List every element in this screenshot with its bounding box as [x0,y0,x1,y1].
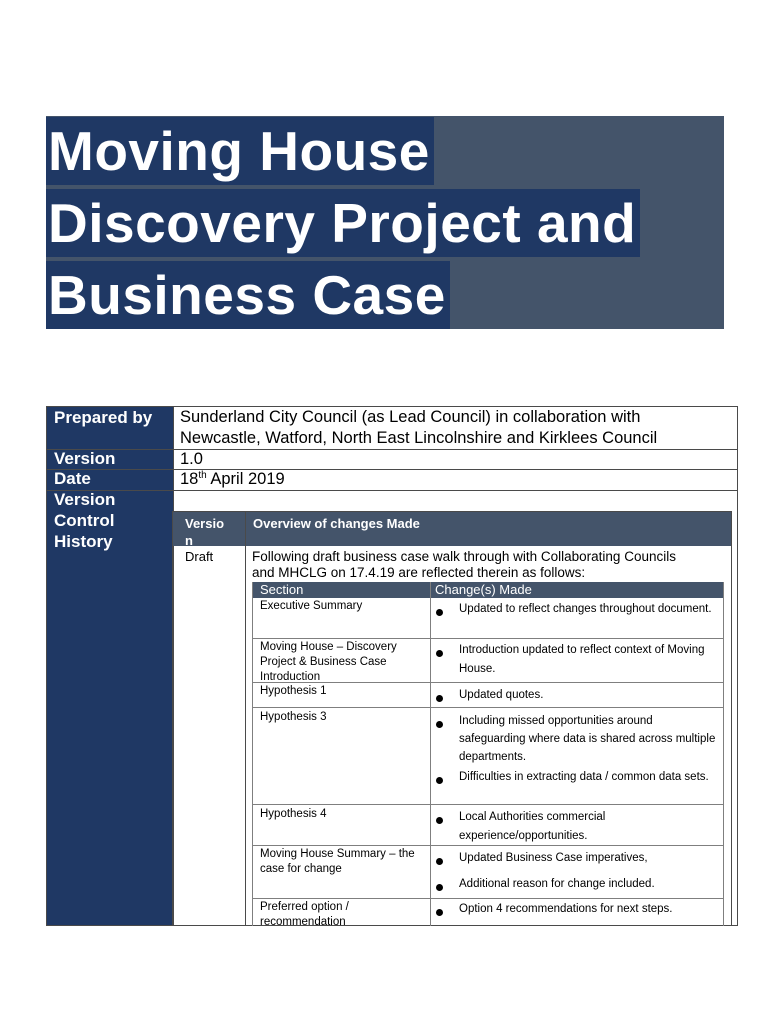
date-day: 18 [180,470,199,488]
change-cell: Introduction updated to reflect context of Moving House. [459,644,705,675]
overview-column-header: Overview of changes Made [253,516,420,531]
section-cell: Moving House – Discovery Project & Business Case Introduction [260,641,397,683]
prepared-by-value-line-1: Sunderland City Council (as Lead Council) in collaboration with [180,408,641,426]
section-cell: Moving House Summary – the case for change [260,848,415,875]
document-title-line-1: Moving House [46,117,434,185]
date-month-year: April 2019 [206,470,285,488]
version-control-table [172,511,732,928]
version-column-header: Versio n [185,516,225,548]
version-control-label-3: History [54,532,113,551]
version-label: Version [54,449,116,468]
version-control-label-2: Control [54,511,115,530]
section-cell: Preferred option / recommendation [260,901,349,928]
bullet-icon [436,884,443,891]
change-cell: Updated Business Case imperatives, [459,852,648,864]
date-label: Date [54,469,91,488]
version-draft: Draft [185,549,214,564]
changes-column-header: Change(s) Made [435,582,532,597]
section-column-header: Section [260,582,304,597]
change-cell: Option 4 recommendations for next steps. [459,903,673,915]
change-cell: Additional reason for change included. [459,878,655,890]
bullet-icon [436,777,443,784]
section-cell: Executive Summary [260,600,363,612]
change-cell: Difficulties in extracting data / common data sets. [459,771,709,783]
bullet-icon [436,721,443,728]
change-cell: Updated to reflect changes throughout document. [459,603,712,615]
bullet-icon [436,858,443,865]
bullet-icon [436,609,443,616]
prepared-by-value-line-2: Newcastle, Watford, North East Lincolnshire and Kirklees Council [180,429,658,447]
date-value [180,469,285,490]
change-description: Following draft business case walk through with Collaborating Councils and MHCLG on 17.4.19 are reflected therein as follows: [252,549,676,580]
change-cell: Updated quotes. [459,689,544,701]
bullet-icon [436,817,443,824]
change-cell: Including missed opportunities around safeguarding where data is shared across multiple departments. [459,715,716,763]
document-info-table [46,406,738,926]
version-control-label-1: Version [54,490,116,509]
bullet-icon [436,909,443,916]
bullet-icon [436,695,443,702]
changes-table [252,582,724,926]
bullet-icon [436,650,443,657]
document-title-line-3: Business Case [46,261,450,329]
date-suffix: th [198,470,207,481]
change-cell: Local Authorities commercial experience/opportunities. [459,811,606,842]
prepared-by-label: Prepared by [54,408,153,427]
document-title-line-2: Discovery Project and [46,189,640,257]
section-cell: Hypothesis 1 [260,685,327,697]
section-cell: Hypothesis 4 [260,808,327,820]
section-cell: Hypothesis 3 [260,711,327,723]
version-value: 1.0 [180,450,203,468]
